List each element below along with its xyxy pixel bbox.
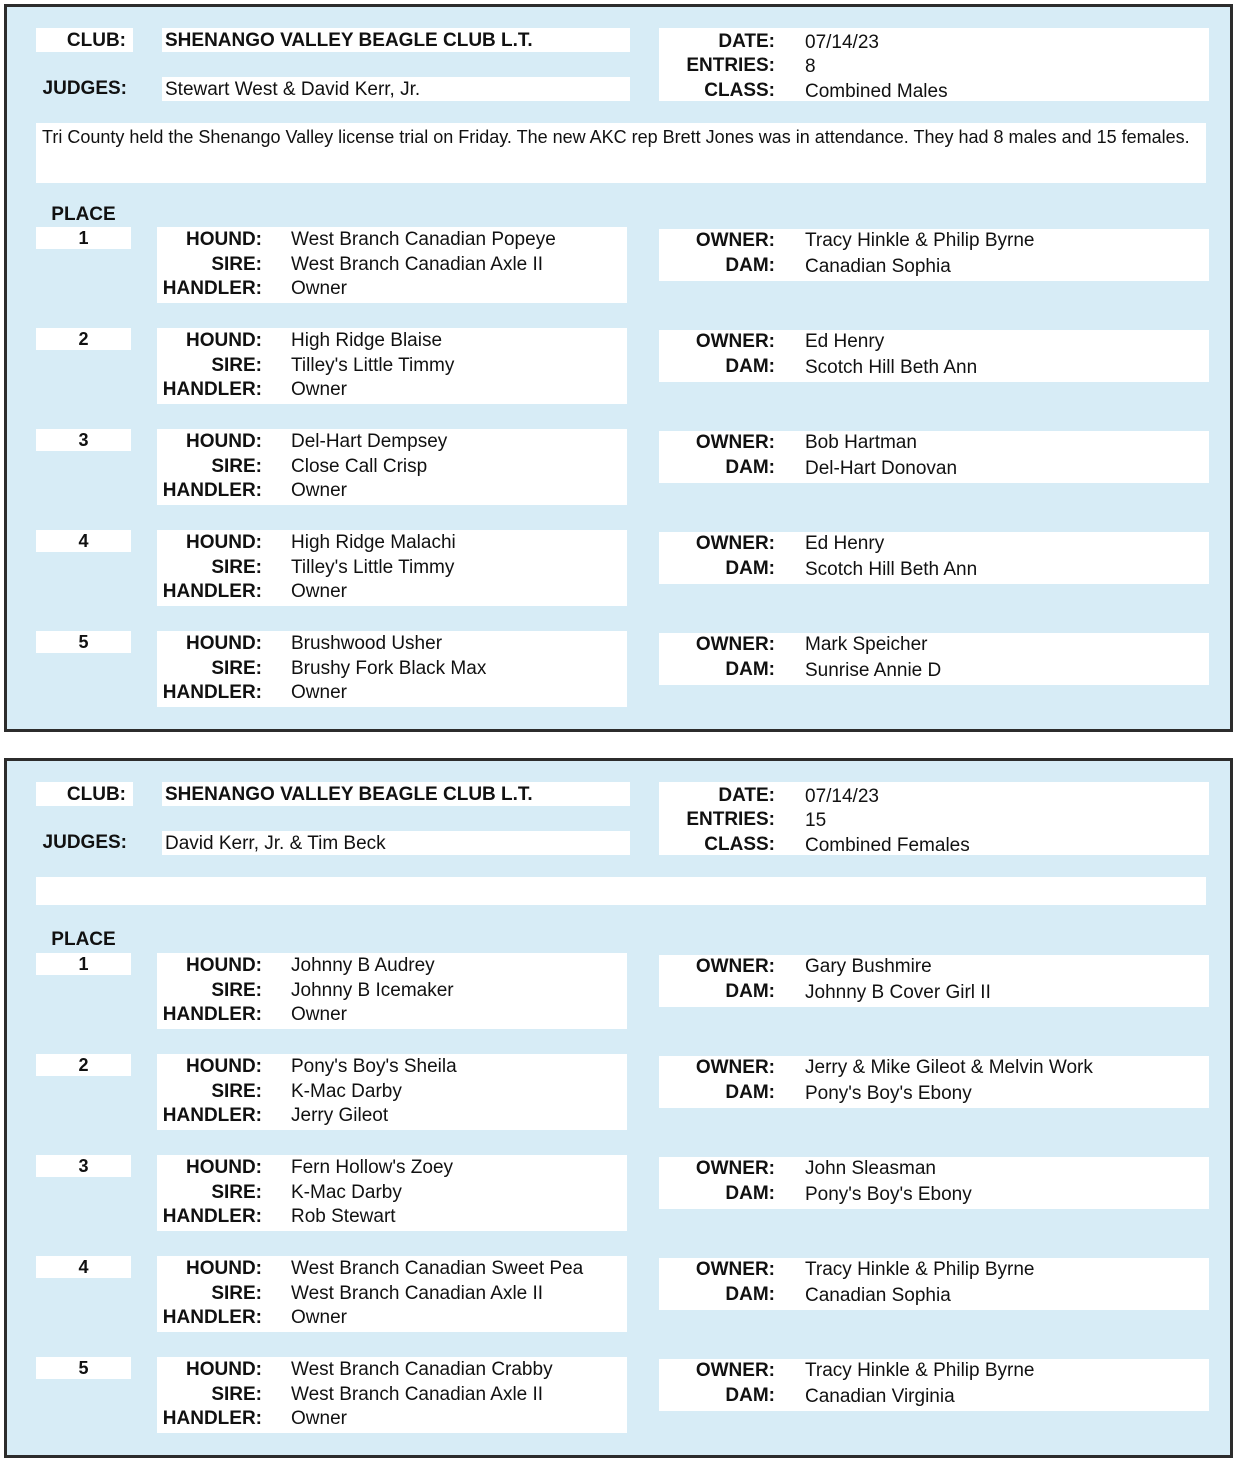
dam-label: DAM: <box>725 1284 775 1305</box>
sire-name: K-Mac Darby <box>291 1081 402 1102</box>
hound-label: HOUND: <box>186 1359 262 1380</box>
place-number: 3 <box>36 1155 131 1177</box>
hound-name: Pony's Boy's Sheila <box>291 1056 457 1077</box>
handler-name: Rob Stewart <box>291 1206 396 1227</box>
dam-name: Sunrise Annie D <box>805 660 942 681</box>
owner-label: OWNER: <box>695 634 775 655</box>
place-heading: PLACE <box>51 929 116 950</box>
dam-label: DAM: <box>725 457 775 478</box>
entries-label: ENTRIES: <box>686 809 775 830</box>
sire-label: SIRE: <box>211 1081 262 1102</box>
sire-label: SIRE: <box>211 254 262 275</box>
hound-name: Johnny B Audrey <box>291 955 435 976</box>
handler-label: HANDLER: <box>162 1105 262 1126</box>
class-value: Combined Males <box>805 81 948 102</box>
hound-name: High Ridge Blaise <box>291 330 443 351</box>
place-heading: PLACE <box>51 204 116 225</box>
owner-label: OWNER: <box>695 533 775 554</box>
hound-label: HOUND: <box>186 1157 262 1178</box>
results-card-males <box>4 4 1233 732</box>
hound-name: Fern Hollow's Zoey <box>291 1157 454 1178</box>
owner-label: OWNER: <box>695 1057 775 1078</box>
place-number: 4 <box>36 530 131 552</box>
dam-name: Canadian Sophia <box>805 1285 951 1306</box>
handler-label: HANDLER: <box>162 682 262 703</box>
owner-name: Bob Hartman <box>805 432 917 453</box>
judges-label: JUDGES: <box>42 832 127 853</box>
sire-label: SIRE: <box>211 1384 262 1405</box>
sire-name: Tilley's Little Timmy <box>291 355 455 376</box>
sire-label: SIRE: <box>211 557 262 578</box>
sire-name: Close Call Crisp <box>291 456 428 477</box>
results-card-females <box>4 758 1233 1458</box>
hound-label: HOUND: <box>186 431 262 452</box>
handler-name: Owner <box>291 1408 347 1429</box>
place-number: 1 <box>36 953 131 975</box>
handler-label: HANDLER: <box>162 1004 262 1025</box>
sire-label: SIRE: <box>211 1182 262 1203</box>
dam-name: Scotch Hill Beth Ann <box>805 559 978 580</box>
hound-label: HOUND: <box>186 229 262 250</box>
dam-name: Canadian Virginia <box>805 1386 955 1407</box>
sire-name: K-Mac Darby <box>291 1182 402 1203</box>
dam-name: Canadian Sophia <box>805 256 951 277</box>
dam-label: DAM: <box>725 255 775 276</box>
sire-label: SIRE: <box>211 1283 262 1304</box>
owner-label: OWNER: <box>695 432 775 453</box>
place-number: 5 <box>36 1357 131 1379</box>
owner-name: Gary Bushmire <box>805 956 932 977</box>
owner-label: OWNER: <box>695 331 775 352</box>
entries-label: ENTRIES: <box>686 55 775 76</box>
dam-label: DAM: <box>725 558 775 579</box>
placing-entry <box>7 227 1236 305</box>
dam-name: Johnny B Cover Girl II <box>805 982 991 1003</box>
sire-label: SIRE: <box>211 980 262 1001</box>
handler-name: Owner <box>291 379 347 400</box>
date-label: DATE: <box>718 785 775 806</box>
handler-name: Owner <box>291 1307 347 1328</box>
hound-name: West Branch Canadian Crabby <box>291 1359 553 1380</box>
owner-name: Jerry & Mike Gileot & Melvin Work <box>805 1057 1093 1078</box>
owner-name: Ed Henry <box>805 331 885 352</box>
club-label: CLUB: <box>66 784 126 805</box>
hound-label: HOUND: <box>186 1056 262 1077</box>
trial-note: Tri County held the Shenango Valley license trial on Friday. The new AKC rep Brett Jones was in attendance. They had 8 males and 15 females. <box>36 123 1206 183</box>
hound-label: HOUND: <box>186 1258 262 1279</box>
handler-label: HANDLER: <box>162 278 262 299</box>
date-value: 07/14/23 <box>805 32 879 53</box>
sire-name: Johnny B Icemaker <box>291 980 454 1001</box>
class-label: CLASS: <box>704 80 775 101</box>
hound-label: HOUND: <box>186 330 262 351</box>
hound-label: HOUND: <box>186 955 262 976</box>
owner-label: OWNER: <box>695 1259 775 1280</box>
club-name: SHENANGO VALLEY BEAGLE CLUB L.T. <box>165 30 533 51</box>
dam-label: DAM: <box>725 659 775 680</box>
entries-value: 8 <box>805 56 816 77</box>
trial-note <box>36 877 1206 905</box>
handler-label: HANDLER: <box>162 379 262 400</box>
placing-entry <box>7 530 1236 608</box>
hound-label: HOUND: <box>186 633 262 654</box>
owner-name: Tracy Hinkle & Philip Byrne <box>805 1360 1035 1381</box>
hound-name: Del-Hart Dempsey <box>291 431 448 452</box>
owner-name: Mark Speicher <box>805 634 928 655</box>
dam-label: DAM: <box>725 1082 775 1103</box>
dam-name: Pony's Boy's Ebony <box>805 1083 972 1104</box>
hound-name: West Branch Canadian Sweet Pea <box>291 1258 584 1279</box>
club-label: CLUB: <box>66 30 126 51</box>
handler-label: HANDLER: <box>162 1408 262 1429</box>
place-number: 2 <box>36 1054 131 1076</box>
handler-name: Owner <box>291 480 347 501</box>
handler-label: HANDLER: <box>162 1206 262 1227</box>
placing-entry <box>7 631 1236 709</box>
owner-label: OWNER: <box>695 230 775 251</box>
hound-label: HOUND: <box>186 532 262 553</box>
placing-entry <box>7 953 1236 1031</box>
handler-label: HANDLER: <box>162 581 262 602</box>
hound-name: Brushwood Usher <box>291 633 443 654</box>
handler-label: HANDLER: <box>162 1307 262 1328</box>
owner-name: Tracy Hinkle & Philip Byrne <box>805 1259 1035 1280</box>
handler-name: Jerry Gileot <box>291 1105 389 1126</box>
sire-name: West Branch Canadian Axle II <box>291 254 544 275</box>
entries-value: 15 <box>805 810 827 831</box>
hound-name: High Ridge Malachi <box>291 532 456 553</box>
placing-entry <box>7 1357 1236 1435</box>
date-label: DATE: <box>718 31 775 52</box>
dam-label: DAM: <box>725 1385 775 1406</box>
date-value: 07/14/23 <box>805 786 879 807</box>
handler-name: Owner <box>291 581 347 602</box>
dam-name: Scotch Hill Beth Ann <box>805 357 978 378</box>
owner-label: OWNER: <box>695 1360 775 1381</box>
place-number: 5 <box>36 631 131 653</box>
place-number: 4 <box>36 1256 131 1278</box>
placing-entry <box>7 1155 1236 1233</box>
owner-label: OWNER: <box>695 1158 775 1179</box>
placing-entry <box>7 1256 1236 1334</box>
sire-name: Tilley's Little Timmy <box>291 557 455 578</box>
dam-label: DAM: <box>725 356 775 377</box>
sire-label: SIRE: <box>211 456 262 477</box>
judges-value: Stewart West & David Kerr, Jr. <box>165 79 421 100</box>
sire-label: SIRE: <box>211 355 262 376</box>
judges-value: David Kerr, Jr. & Tim Beck <box>165 833 386 854</box>
owner-name: Tracy Hinkle & Philip Byrne <box>805 230 1035 251</box>
dam-label: DAM: <box>725 1183 775 1204</box>
handler-name: Owner <box>291 1004 347 1025</box>
sire-name: West Branch Canadian Axle II <box>291 1283 544 1304</box>
place-number: 2 <box>36 328 131 350</box>
class-value: Combined Females <box>805 835 970 856</box>
owner-label: OWNER: <box>695 956 775 977</box>
place-number: 3 <box>36 429 131 451</box>
dam-name: Del-Hart Donovan <box>805 458 958 479</box>
placing-entry <box>7 328 1236 406</box>
placing-entry <box>7 429 1236 507</box>
sire-label: SIRE: <box>211 658 262 679</box>
sire-name: West Branch Canadian Axle II <box>291 1384 544 1405</box>
club-name: SHENANGO VALLEY BEAGLE CLUB L.T. <box>165 784 533 805</box>
placing-entry <box>7 1054 1236 1132</box>
handler-name: Owner <box>291 278 347 299</box>
class-label: CLASS: <box>704 834 775 855</box>
owner-name: John Sleasman <box>805 1158 936 1179</box>
owner-name: Ed Henry <box>805 533 885 554</box>
sire-name: Brushy Fork Black Max <box>291 658 487 679</box>
handler-label: HANDLER: <box>162 480 262 501</box>
place-number: 1 <box>36 227 131 249</box>
judges-label: JUDGES: <box>42 78 127 99</box>
handler-name: Owner <box>291 682 347 703</box>
dam-label: DAM: <box>725 981 775 1002</box>
hound-name: West Branch Canadian Popeye <box>291 229 556 250</box>
dam-name: Pony's Boy's Ebony <box>805 1184 972 1205</box>
